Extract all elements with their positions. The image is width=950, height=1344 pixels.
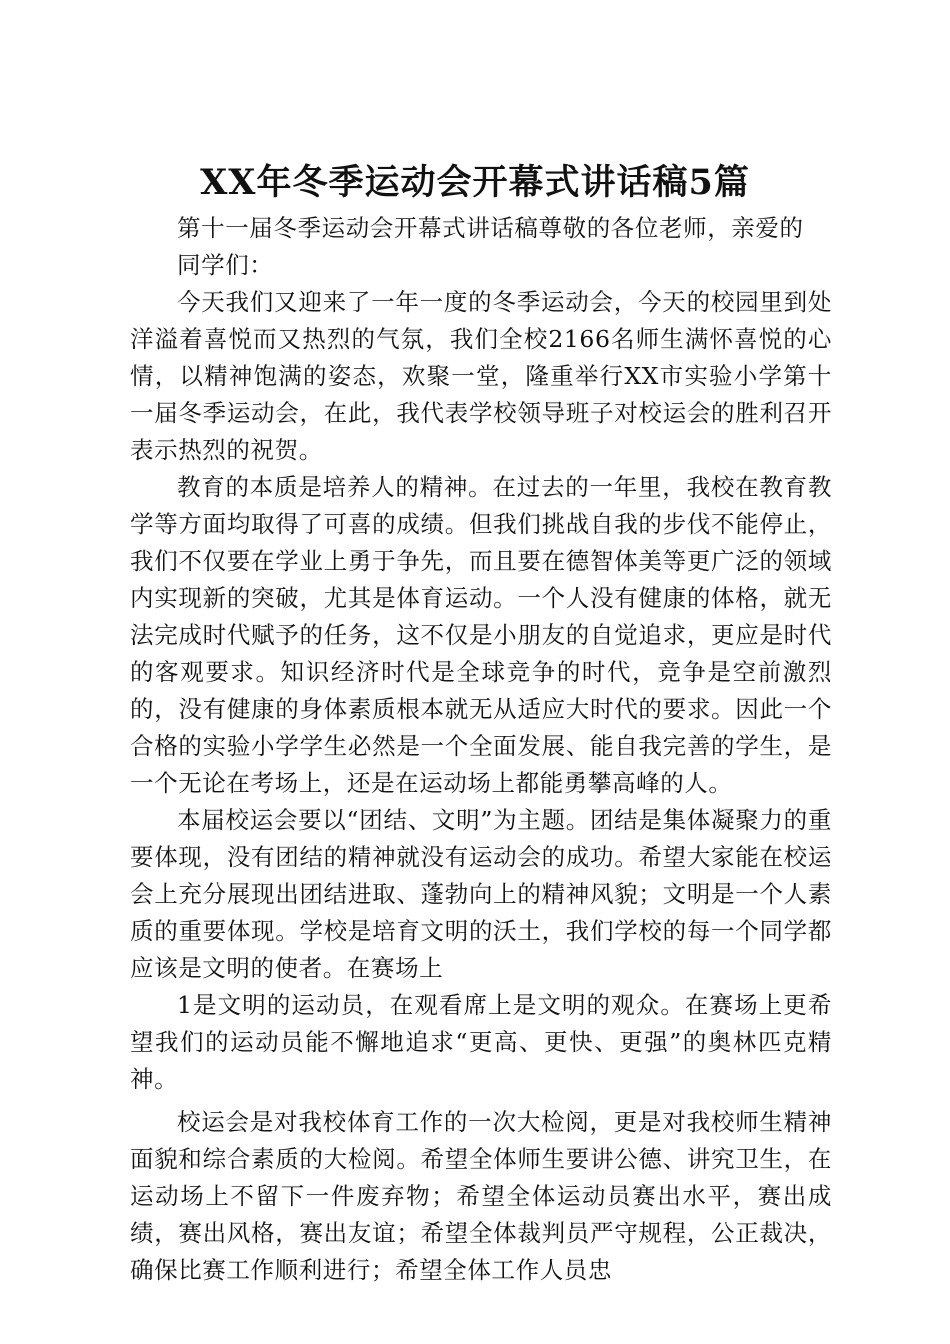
- paragraph-6: 1是文明的运动员，在观看席上是文明的观众。在赛场上更希望我们的运动员能不懈地追求“更高、更快、更强”的奥林匹克精神。: [130, 991, 832, 1093]
- paragraph-3: 今天我们又迎来了一年一度的冬季运动会，今天的校园里到处洋溢着喜悦而又热烈的气氛，我们全校2166名师生满怀喜悦的心情，以精神饱满的姿态，欢聚一堂，隆重举行XX市实验小学第十一届冬季运动会，在此，我代表学校领导班子对校运会的胜利召开表示热烈的祝贺。: [130, 288, 832, 464]
- paragraph-5: 本届校运会要以“团结、文明”为主题。团结是集体凝聚力的重要体现，没有团结的精神就没有运动会的成功。希望大家能在校运会上充分展现出团结进取、蓬勃向上的精神风貌；文明是一个人素质的重要体现。学校是培育文明的沃土，我们学校的每一个同学都应该是文明的使者。在赛场上: [130, 806, 832, 982]
- paragraph-7: 校运会是对我校体育工作的一次大检阅，更是对我校师生精神面貌和综合素质的大检阅。希望全体师生要讲公德、讲究卫生，在运动场上不留下一件废弃物；希望全体运动员赛出水平，赛出成绩，赛出风格，赛出友谊；希望全体裁判员严守规程，公正裁决，确保比赛工作顺利进行；希望全体工作人员忠: [130, 1108, 832, 1284]
- paragraph-1: 第十一届冬季运动会开幕式讲话稿尊敬的各位老师，亲爱的: [177, 214, 804, 242]
- document-title: XX年冬季运动会开幕式讲话稿5篇: [200, 162, 750, 203]
- paragraph-2: 同学们：: [177, 251, 274, 279]
- paragraph-4: 教育的本质是培养人的精神。在过去的一年里，我校在教育教学等方面均取得了可喜的成绩。但我们挑战自我的步伐不能停止，我们不仅要在学业上勇于争先，而且要在德智体美等更广泛的领域内实现新的突破，尤其是体育运动。一个人没有健康的体格，就无法完成时代赋予的任务，这不仅是小朋友的自觉追求，更应是时代的客观要求。知识经济时代是全球竞争的时代，竞争是空前激烈的，没有健康的身体素质根本就无从适应大时代的要求。因此一个合格的实验小学学生必然是一个全面发展、能自我完善的学生，是一个无论在考场上，还是在运动场上都能勇攀高峰的人。: [130, 473, 832, 797]
- document-body: [130, 210, 832, 1289]
